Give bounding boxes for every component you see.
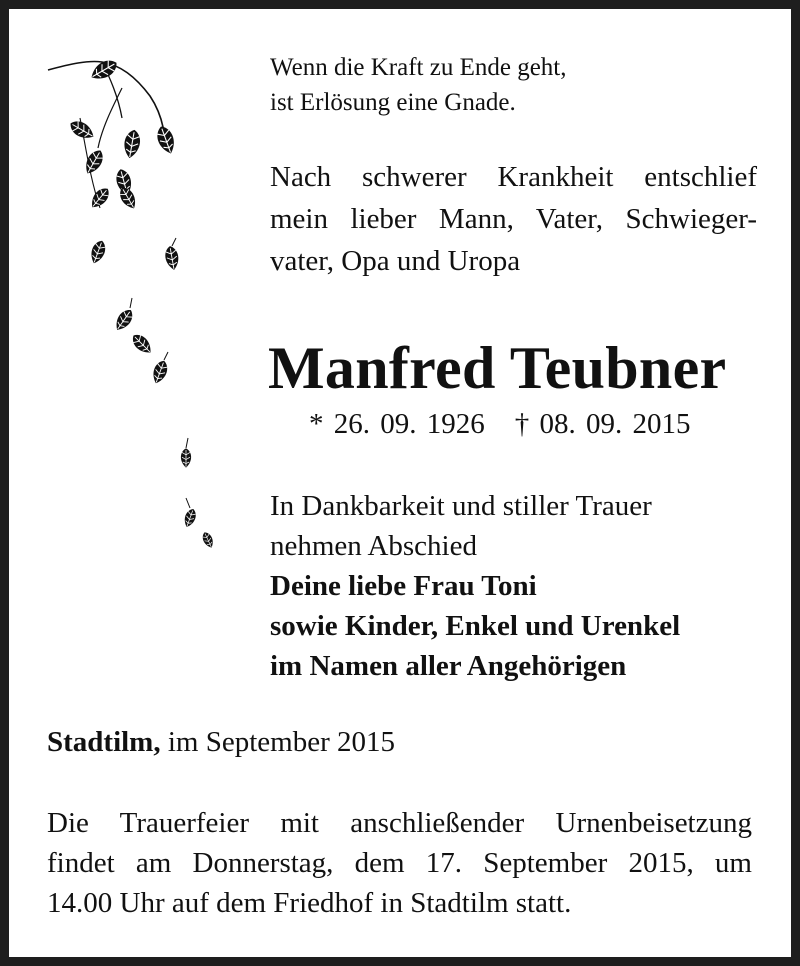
life-dates [309,405,691,443]
mourners-relatives: im Namen aller Angehörigen [270,650,627,682]
verse-line-1: Wenn die Kraft zu Ende geht, [270,54,567,81]
verse-line-2: ist Erlösung eine Gnade. [270,89,516,116]
notice-line-3: 14.00 Uhr auf dem Friedhof in Stadtilm statt. [47,887,572,919]
death-announcement [270,156,757,282]
announcement-line-1: Nach schwerer Krankheit entschlief [270,161,757,193]
birth-date: * 26. 09. 1926 [309,408,485,440]
mourners-line-1: In Dankbarkeit und stiller Trauer [270,490,652,522]
death-date: † 08. 09. 2015 [514,408,691,440]
mourners-wife: Deine liebe Frau Toni [270,570,537,602]
verse [270,50,566,120]
notice-line-1: Die Trauerfeier mit anschließender Urnenbeisetzung [47,807,752,839]
mourners-line-2: nehmen Abschied [270,530,477,562]
place-month: im September 2015 [167,726,395,758]
place-date [47,722,395,762]
falling-leaves-icon [40,48,240,568]
deceased-name: Manfred Teubner [268,335,727,401]
funeral-notice [47,803,752,923]
mourners-family: sowie Kinder, Enkel und Urenkel [270,610,681,642]
announcement-line-3: vater, Opa und Uropa [270,245,521,277]
mourners-block [270,486,680,686]
place-town: Stadtilm, [47,726,161,758]
notice-line-2: findet am Donnerstag, dem 17. September 2015, um [47,847,752,879]
announcement-line-2: mein lieber Mann, Vater, Schwieger- [270,203,757,235]
